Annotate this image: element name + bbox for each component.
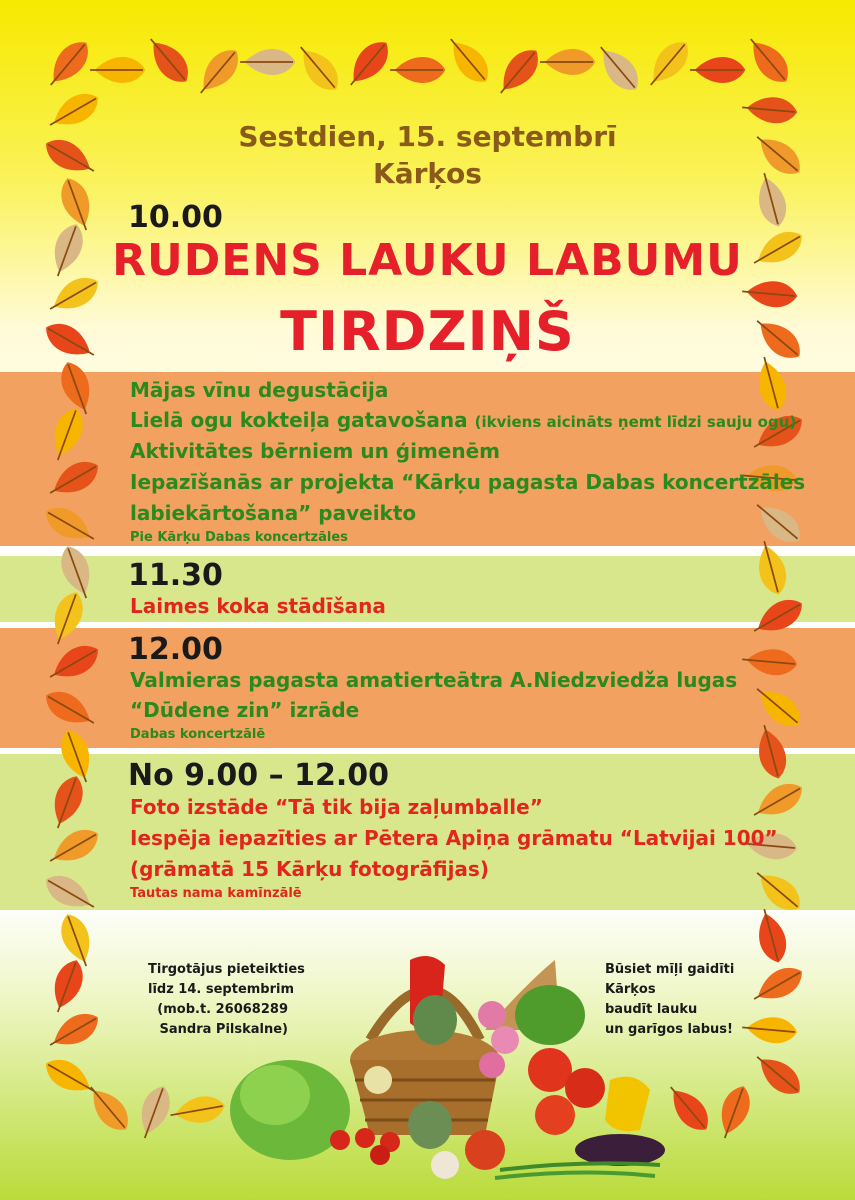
leaf-icon	[749, 679, 808, 734]
leaf-icon	[752, 722, 791, 782]
right-note-line-4: un garīgos labus!	[605, 1022, 733, 1037]
event1-item-2	[130, 408, 796, 432]
leaf-icon	[441, 31, 496, 90]
event2-item: Laimes koka stādīšana	[130, 594, 386, 618]
leaf-icon	[741, 1014, 798, 1045]
event3-item-1: Valmieras pagasta amatierteātra A.Niedzviedža lugas	[130, 668, 738, 692]
leaf-icon	[540, 49, 595, 75]
right-note-line-2: Kārķos	[605, 982, 656, 997]
leaf-icon	[749, 495, 808, 550]
leaf-icon	[44, 638, 105, 688]
leaf-icon	[40, 868, 101, 918]
leaf-icon	[41, 34, 96, 93]
date-line: Sestdien, 15. septembrī	[238, 120, 617, 153]
vegetable-basket-illustration	[230, 920, 680, 1190]
leaf-icon	[341, 34, 396, 93]
event4-item-2: Iespēja iepazīties ar Pētera Apiņa grāmatu “Latvijai 100”	[130, 826, 778, 850]
event3-item-2: “Dūdene zin” izrāde	[130, 698, 360, 722]
leaf-icon	[46, 588, 89, 649]
leaf-icon	[133, 1082, 176, 1143]
leaf-icon	[46, 956, 89, 1017]
event1-location: Pie Kārķu Dabas koncertzāles	[130, 530, 348, 545]
leaf-icon	[641, 34, 696, 93]
leaf-icon	[748, 592, 809, 642]
leaf-icon	[713, 1082, 756, 1143]
event4-item-1: Foto izstāde “Tā tik bija zaļumballe”	[130, 795, 543, 819]
leaf-icon	[741, 646, 798, 677]
event3-location: Dabas koncertzālē	[130, 727, 266, 742]
leaf-icon	[46, 772, 89, 833]
left-note-line-4: Sandra Pilskalne)	[159, 1022, 288, 1037]
leaf-icon	[40, 684, 101, 734]
leaf-icon	[40, 500, 101, 550]
event1-item-2-note: (ikviens aicināts ņemt līdzi sauju ogu)	[474, 413, 797, 431]
event1-item-4: Iepazīšanās ar projekta “Kārķu pagasta Dabas koncertzāles	[130, 470, 806, 494]
leaf-icon	[748, 960, 809, 1010]
leaf-icon	[46, 404, 89, 465]
left-note-line-2: līdz 14. septembrim	[148, 982, 295, 997]
left-note-line-3: (mob.t. 26068289	[157, 1002, 288, 1017]
leaf-icon	[40, 1052, 101, 1102]
leaf-icon	[591, 39, 646, 98]
leaf-icon	[749, 1047, 808, 1102]
right-note-line-3: baudīt lauku	[605, 1002, 698, 1017]
event4-time: No 9.00 – 12.00	[128, 758, 389, 793]
event1-time: 10.00	[128, 200, 223, 235]
event1-item-1: Mājas vīnu degustācija	[130, 378, 389, 402]
leaf-icon	[44, 1006, 105, 1056]
event2-time: 11.30	[128, 558, 223, 593]
event3-time: 12.00	[128, 632, 223, 667]
leaf-icon	[90, 57, 145, 83]
leaf-icon	[191, 42, 246, 101]
event4-item-3: (grāmatā 15 Kārķu fotogrāfijas)	[130, 857, 489, 881]
leaf-icon	[44, 822, 105, 872]
event1-item-2-text: Lielā ogu kokteiļa gatavošana	[130, 408, 468, 432]
left-note-line-1: Tirgotājus pieteikties	[148, 962, 305, 977]
leaf-icon	[491, 42, 546, 101]
leaf-icon	[168, 1093, 227, 1128]
leaf-icon	[390, 57, 445, 83]
leaf-icon	[240, 49, 295, 75]
event1-item-3: Aktivitātes bērniem un ģimenēm	[130, 439, 500, 463]
leaf-icon	[44, 454, 105, 504]
leaf-icon	[752, 906, 791, 966]
leaf-icon	[291, 39, 346, 98]
event1-title-line1: RUDENS LAUKU LABUMU	[112, 235, 743, 286]
place-line: Kārķos	[373, 157, 482, 190]
leaf-icon	[141, 31, 196, 90]
event4-location: Tautas nama kamīnzālē	[130, 886, 302, 901]
leaf-icon	[748, 776, 809, 826]
event1-item-5: labiekārtošana” paveikto	[130, 501, 417, 525]
leaf-icon	[741, 31, 796, 90]
leaf-icon	[749, 863, 808, 918]
right-note-line-1: Būsiet mīļi gaidīti	[605, 962, 735, 977]
leaf-icon	[690, 57, 745, 83]
event1-title-line2: TIRDZIŅŠ	[280, 300, 575, 363]
leaf-icon	[752, 538, 791, 598]
